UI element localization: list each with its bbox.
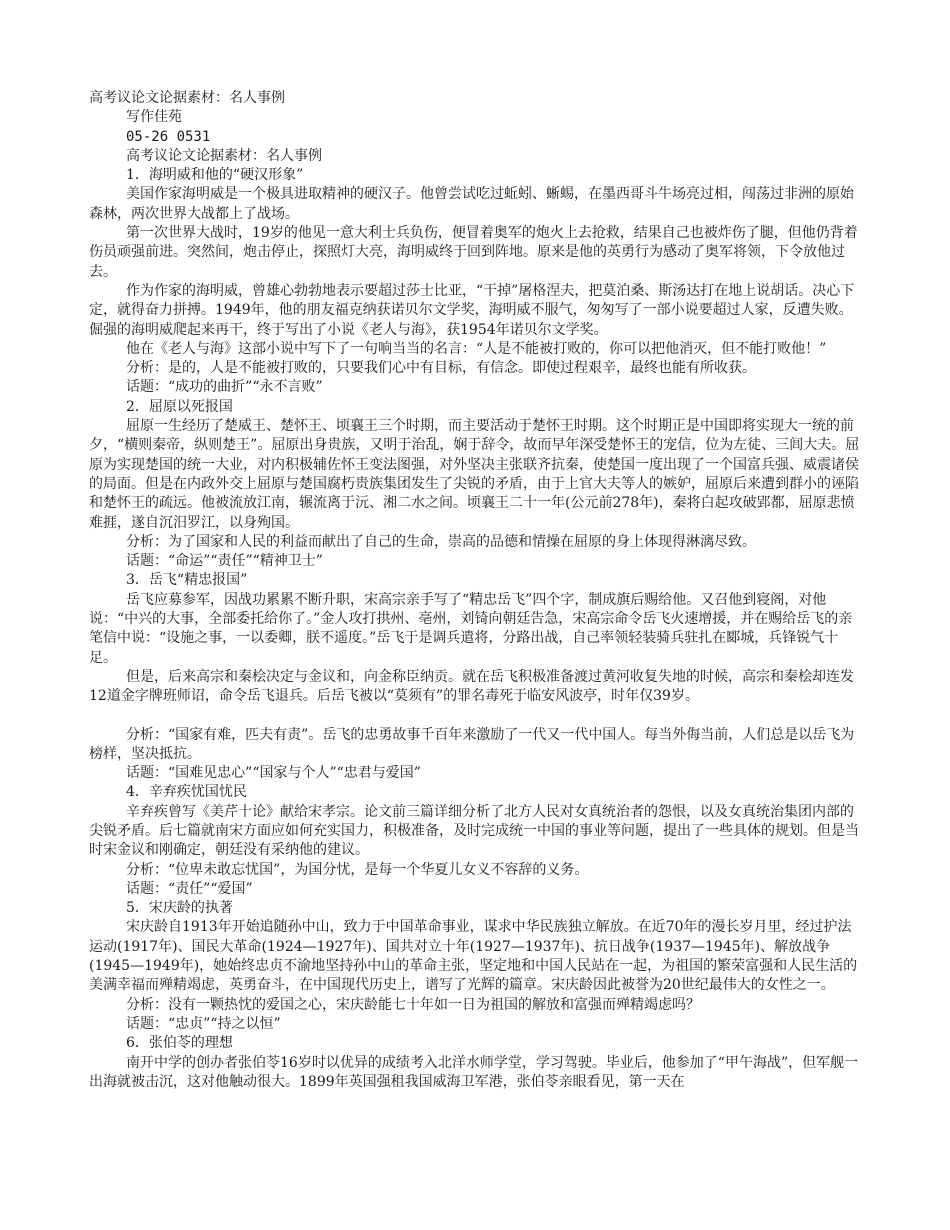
paragraph: 南开中学的创办者张伯苓16岁时以优异的成绩考入北洋水师学堂，学习驾驶。毕业后，他参加了“甲午海战”，但军舰一出海就被击沉，这对他触动很大。1899年英国强租我国威海卫军港，张伯苓亲眼看见，第一天在 [89, 1054, 859, 1090]
section-heading-1: 1．海明威和他的“硬汉形象” [126, 167, 304, 184]
analysis-text: 分析：没有一颗热忱的爱国之心，宋庆龄能七十年如一日为祖国的解放和富强而殚精竭虑吗？ [126, 996, 700, 1013]
topic-text: 话题：“忠贞”“持之以恒” [126, 1015, 281, 1032]
article-subtitle: 高考议论文论据素材：名人事例 [126, 147, 322, 164]
analysis-text: 分析：“位卑未敢忘忧国”，为国分忧，是每一个华夏儿女义不容辞的义务。 [126, 861, 589, 878]
section-heading-3: 3．岳飞“精忠报国” [126, 572, 248, 589]
section-heading-4: 4．辛弃疾忧国忧民 [126, 784, 247, 801]
topic-text: 话题：“命运”“责任”“精神卫士” [126, 553, 323, 570]
section-heading-2: 2．屈原以死报国 [126, 398, 233, 415]
section-heading-6: 6．张伯苓的理想 [126, 1035, 233, 1052]
column-name: 写作佳苑 [126, 109, 182, 126]
paragraph: 他在《老人与海》这部小说中写下了一句响当当的名言：“人是不能被打败的，你可以把他消灭，但不能打败他！” [126, 340, 827, 357]
doc-title: 高考议论文论据素材：名人事例 [89, 90, 285, 106]
paragraph: 岳飞应募参军，因战功累累不断升职，宋高宗亲手写了“精忠岳飞”四个字，制成旗后赐给他。又召他到寝阁，对他说：“中兴的大事，全部委托给你了。”金人攻打拱州、亳州，刘锜向朝廷告急，宋高宗命令岳飞火速增援，并在赐给岳飞的亲笔信中说：“设施之事，一以委卿，朕不遥度。”岳飞于是调兵遣将，分路出战，自己率领轻装骑兵驻扎在郾城，兵锋锐气十足。 [89, 591, 853, 666]
analysis-text: 分析：为了国家和人民的利益而献出了自己的生命，崇高的品德和情操在屈原的身上体现得淋漓尽致。 [126, 533, 756, 550]
paragraph: 美国作家海明威是一个极具进取精神的硬汉子。他曾尝试吃过蚯蚓、蜥蜴，在墨西哥斗牛场亮过相，闯荡过非洲的原始森林，两次世界大战都上了战场。 [89, 186, 854, 222]
paragraph: 辛弃疾曾写《美芹十论》献给宋孝宗。论文前三篇详细分析了北方人民对女真统治者的怨恨，以及女真统治集团内部的尖锐矛盾。后七篇就南宋方面应如何充实国力，积极准备，及时完成统一中国的事业等问题，提出了一些具体的规划。但是当时宋金议和刚确定，朝廷没有采纳他的建议。 [89, 803, 859, 859]
paragraph: 宋庆龄自1913年开始追随孙中山，致力于中国革命事业，谋求中华民族独立解放。在近70年的漫长岁月里，经过护法运动(1917年)、国民大革命(1924—1927年)、国共对立十年(1927—1937年)、抗日战争(1937—1945年)、解放战争(1945—1949年)，她始终忠贞不渝地坚持孙中山的革命主张，坚定地和中国人民站在一起，为祖国的繁荣富强和人民生活的美满幸福而殚精竭虑，英勇奋斗，在中国现代历史上，谱写了光辉的篇章。宋庆龄因此被誉为20世纪最伟大的女性之一。 [89, 919, 858, 994]
publish-date: 05-26 0531 [126, 128, 211, 145]
paragraph: 作为作家的海明威，曾雄心勃勃地表示要超过莎士比亚，“干掉”屠格涅夫，把莫泊桑、斯汤达打在地上说胡话。决心下定，就得奋力拼搏。1949年，他的朋友福克纳获诺贝尔文学奖，海明威不服气，匆匆写了一部小说要超过人家，反遭失败。倔强的海明威爬起来再干，终于写出了小说《老人与海》，获1954年诺贝尔文学奖。 [89, 282, 855, 338]
paragraph: 屈原一生经历了楚威王、楚怀王、顷襄王三个时期，而主要活动于楚怀王时期。这个时期正是中国即将实现大一统的前夕，“横则秦帝，纵则楚王”。屈原出身贵族，又明于治乱，娴于辞令，故而早年深受楚怀王的宠信，位为左徒、三闾大夫。屈原为实现楚国的统一大业，对内积极辅佐怀王变法图强，对外坚决主张联齐抗秦，使楚国一度出现了一个国富兵强、威震诸侯的局面。但是在内政外交上屈原与楚国腐朽贵族集团发生了尖锐的矛盾，由于上官大夫等人的嫉妒，屈原后来遭到群小的诬陷和楚怀王的疏远。他被流放江南，辗流离于沅、湘二水之间。顷襄王二十一年(公元前278年)，秦将白起攻破郢都，屈原悲愤难捱，遂自沉汨罗江，以身殉国。 [89, 418, 860, 531]
analysis-text: 分析：是的，人是不能被打败的，只要我们心中有目标，有信念。即使过程艰辛，最终也能有所收获。 [126, 360, 756, 377]
topic-text: 话题：“成功的曲折”“永不言败” [126, 379, 323, 396]
section-heading-5: 5．宋庆龄的执著 [126, 900, 233, 917]
paragraph: 第一次世界大战时，19岁的他见一意大利士兵负伤，便冒着奥军的炮火上去抢救，结果自己也被炸伤了腿，但他仍背着伤员顽强前进。突然间，炮击停止，探照灯大亮，海明威终于回到阵地。原来是他的英勇行为感动了奥军将领，下令放他过去。 [89, 225, 858, 280]
topic-text: 话题：“国难见忠心”“国家与个人”“忠君与爱国” [126, 765, 421, 782]
blank-line [89, 707, 862, 726]
analysis-text: 分析：“国家有难，匹夫有责”。岳飞的忠勇故事千百年来激励了一代又一代中国人。每当外侮当前，人们总是以岳飞为榜样，坚决抵抗。 [89, 726, 855, 762]
paragraph: 但是，后来高宗和秦桧决定与金议和，向金称臣纳贡。就在岳飞积极准备渡过黄河收复失地的时候，高宗和秦桧却连发12道金字牌班师诏，命令岳飞退兵。后岳飞被以“莫须有”的罪名毒死于临安风波亭，时年仅39岁。 [89, 668, 854, 705]
topic-text: 话题：“责任”“爱国” [126, 880, 253, 897]
